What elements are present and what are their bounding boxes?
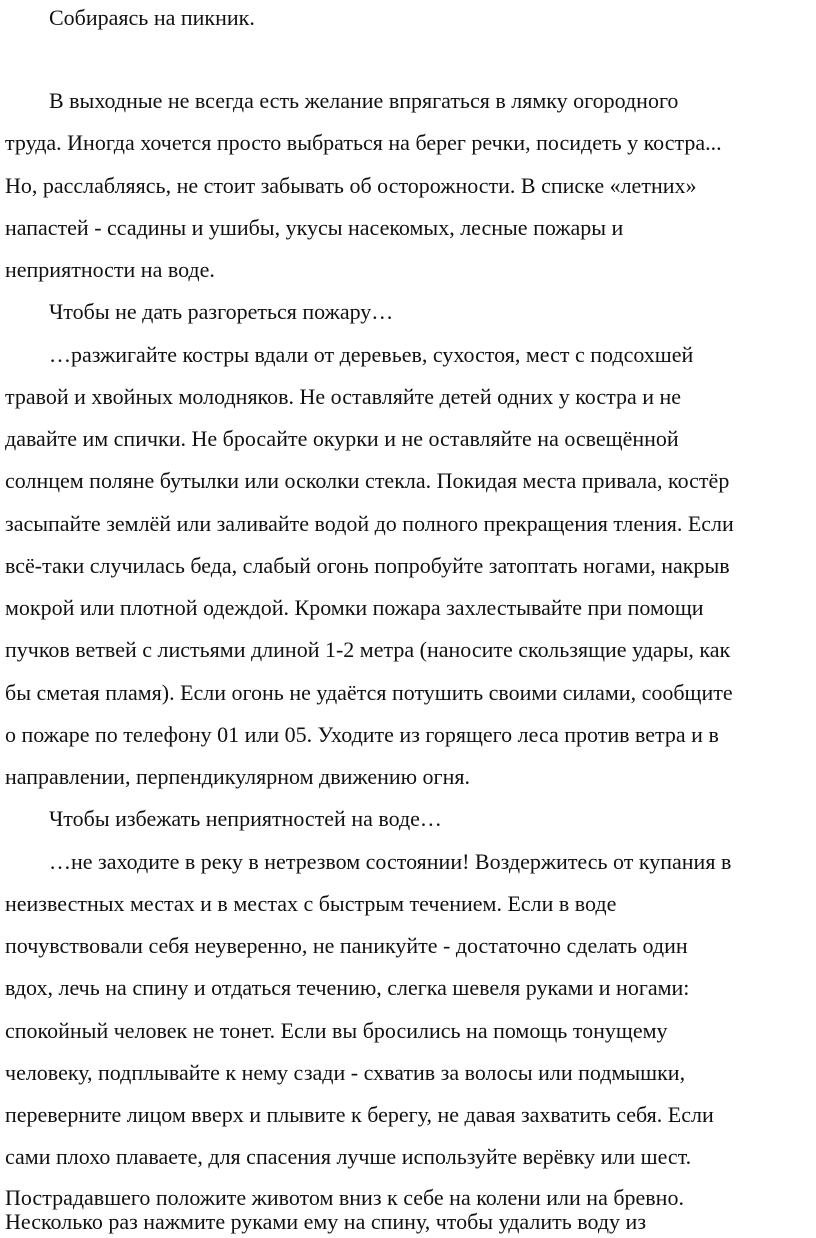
document-title: Собираясь на пикник. (49, 5, 255, 30)
fire-line: направлении, перпендикулярном движению огня. (5, 764, 470, 789)
water-line: спокойный человек не тонет. Если вы бросились на помощь тонущему (5, 1018, 668, 1043)
water-line: переверните лицом вверх и плывите к берегу, не давая захватить себя. Если (5, 1102, 714, 1127)
water-line: человеку, подплывайте к нему сзади - схватив за волосы или подмышки, (5, 1060, 686, 1085)
water-line: вдох, лечь на спину и отдаться течению, слегка шевеля руками и ногами: (5, 975, 690, 1000)
intro-line: Но, расслабляясь, не стоит забывать об осторожности. В списке «летних» (5, 173, 697, 198)
intro-line: труда. Иногда хочется просто выбраться на берег речки, посидеть у костра... (5, 130, 722, 155)
intro-line: неприятности на воде. (5, 257, 215, 282)
fire-line: давайте им спички. Не бросайте окурки и не оставляйте на освещённой (5, 426, 679, 451)
water-line: почувствовали себя неуверенно, не паникуйте - достаточно сделать один (5, 933, 688, 958)
fire-line: травой и хвойных молодняков. Не оставляйте детей одних у костра и не (5, 384, 682, 409)
water-line: сами плохо плаваете, для спасения лучше используйте верёвку или шест. (5, 1144, 692, 1169)
fire-line: засыпайте землёй или заливайте водой до полного прекращения тления. Если (5, 511, 734, 536)
intro-line: напастей - ссадины и ушибы, укусы насекомых, лесные пожары и (5, 215, 624, 240)
water-line: Несколько раз нажмите руками ему на спину, чтобы удалить воду из (5, 1209, 647, 1234)
water-line: …не заходите в реку в нетрезвом состоянии! Воздержитесь от купания в (49, 849, 732, 874)
fire-line: пучков ветвей с листьями длиной 1-2 метра (наносите скользящие удары, как (5, 637, 731, 662)
fire-line: солнцем поляне бутылки или осколки стекла. Покидая места привала, костёр (5, 468, 730, 493)
water-line: неизвестных местах и в местах с быстрым течением. Если в воде (5, 891, 617, 916)
fire-section-heading: Чтобы не дать разгореться пожару… (49, 299, 394, 324)
fire-line: о пожаре по телефону 01 или 05. Уходите из горящего леса против ветра и в (5, 722, 719, 747)
fire-line: …разжигайте костры вдали от деревьев, сухостоя, мест с подсохшей (49, 342, 694, 367)
fire-line: всё-таки случилась беда, слабый огонь попробуйте затоптать ногами, накрыв (5, 553, 730, 578)
water-line: Пострадавшего положите животом вниз к себе на колени или на бревно. (5, 1185, 684, 1210)
fire-line: мокрой или плотной одеждой. Кромки пожара захлестывайте при помощи (5, 595, 704, 620)
intro-line: В выходные не всегда есть желание впрягаться в лямку огородного (49, 88, 679, 113)
water-section-heading: Чтобы избежать неприятностей на воде… (49, 806, 442, 831)
fire-line: бы сметая пламя). Если огонь не удаётся потушить своими силами, сообщите (5, 680, 733, 705)
